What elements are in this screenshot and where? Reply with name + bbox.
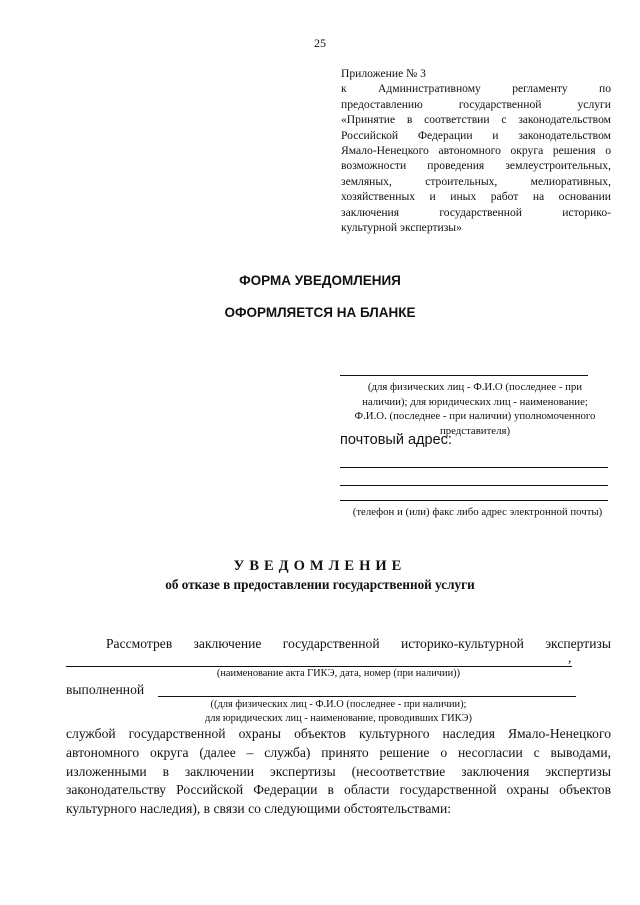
- recipient-caption: [340, 380, 610, 438]
- notice-title: УВЕДОМЛЕНИЕ: [233, 558, 407, 574]
- address-lines: [340, 467, 610, 468]
- appendix-line: предоставлению государственной услуги: [341, 97, 611, 111]
- act-name-line: [66, 666, 572, 667]
- appendix-line: Российской Федерации и законодательством: [341, 128, 611, 142]
- appendix-line: «Принятие в соответствии с законодательством: [341, 113, 611, 127]
- considering-line: Рассмотрев заключение государственной историко-культурной экспертизы: [106, 636, 611, 651]
- performer-line: [158, 696, 576, 697]
- performer-caption-2: для юридических лиц - наименование, проводивших ГИКЭ): [205, 713, 472, 724]
- appendix-line: земляных, строительных, мелиоративных,: [341, 174, 611, 188]
- act-comma: ,: [568, 650, 572, 665]
- recipient-caption-line: представителя): [439, 424, 511, 437]
- appendix-line: к Административному регламенту по: [341, 82, 611, 96]
- appendix-title: Приложение № 3: [341, 67, 426, 80]
- performer-caption-1: ((для физических лиц - Ф.И.О (последнее - при наличии);: [210, 699, 467, 710]
- address-line: [340, 500, 608, 501]
- recipient-name-line: [340, 375, 588, 376]
- contact-caption: (телефон и (или) факс либо адрес электронной почты): [352, 506, 603, 518]
- recipient-block: [340, 375, 610, 438]
- page-number: 25: [314, 36, 326, 50]
- appendix-line: Ямало-Ненецкого автономного округа решения о: [341, 144, 611, 158]
- decision-paragraph: службой государственной охраны объектов культурного наследия Ямало-Ненецкого автономного округа (далее – служба) принято решение о несогласии с выводами, изложенными в заключении экспертизы (несоответствие заключения экспертизы законодательству Российской Федерации в области государственной охраны объектов культурного наследия), в связи со следующими обстоятельствами:: [66, 726, 611, 817]
- address-lines-3: [340, 500, 610, 501]
- form-subtitle: ОФОРМЛЯЕТСЯ НА БЛАНКЕ: [224, 305, 416, 320]
- form-title: ФОРМА УВЕДОМЛЕНИЯ: [239, 273, 401, 288]
- appendix-block: [341, 66, 611, 235]
- recipient-caption-line: наличии); для юридических лиц - наименование;: [362, 395, 588, 408]
- address-line: [340, 485, 608, 486]
- appendix-line: хозяйственных и иных работ на основании: [341, 190, 611, 204]
- notice-subtitle: об отказе в предоставлении государственной услуги: [165, 577, 475, 592]
- postal-address-label: почтовый адрес:: [340, 432, 452, 448]
- performed-label: выполненной: [66, 682, 145, 697]
- recipient-caption-line: (для физических лиц - Ф.И.О (последнее - при: [367, 381, 583, 393]
- appendix-line: возможности проведения землеустроительных,: [341, 159, 611, 173]
- appendix-line: заключения государственной историко-: [341, 205, 611, 219]
- address-line: [340, 467, 608, 468]
- recipient-caption-line: Ф.И.О. (последнее - при наличии) уполномоченного: [354, 410, 596, 422]
- appendix-line: культурной экспертизы»: [341, 221, 462, 235]
- address-lines-2: [340, 485, 610, 486]
- act-caption: (наименование акта ГИКЭ, дата, номер (при наличии)): [216, 668, 461, 679]
